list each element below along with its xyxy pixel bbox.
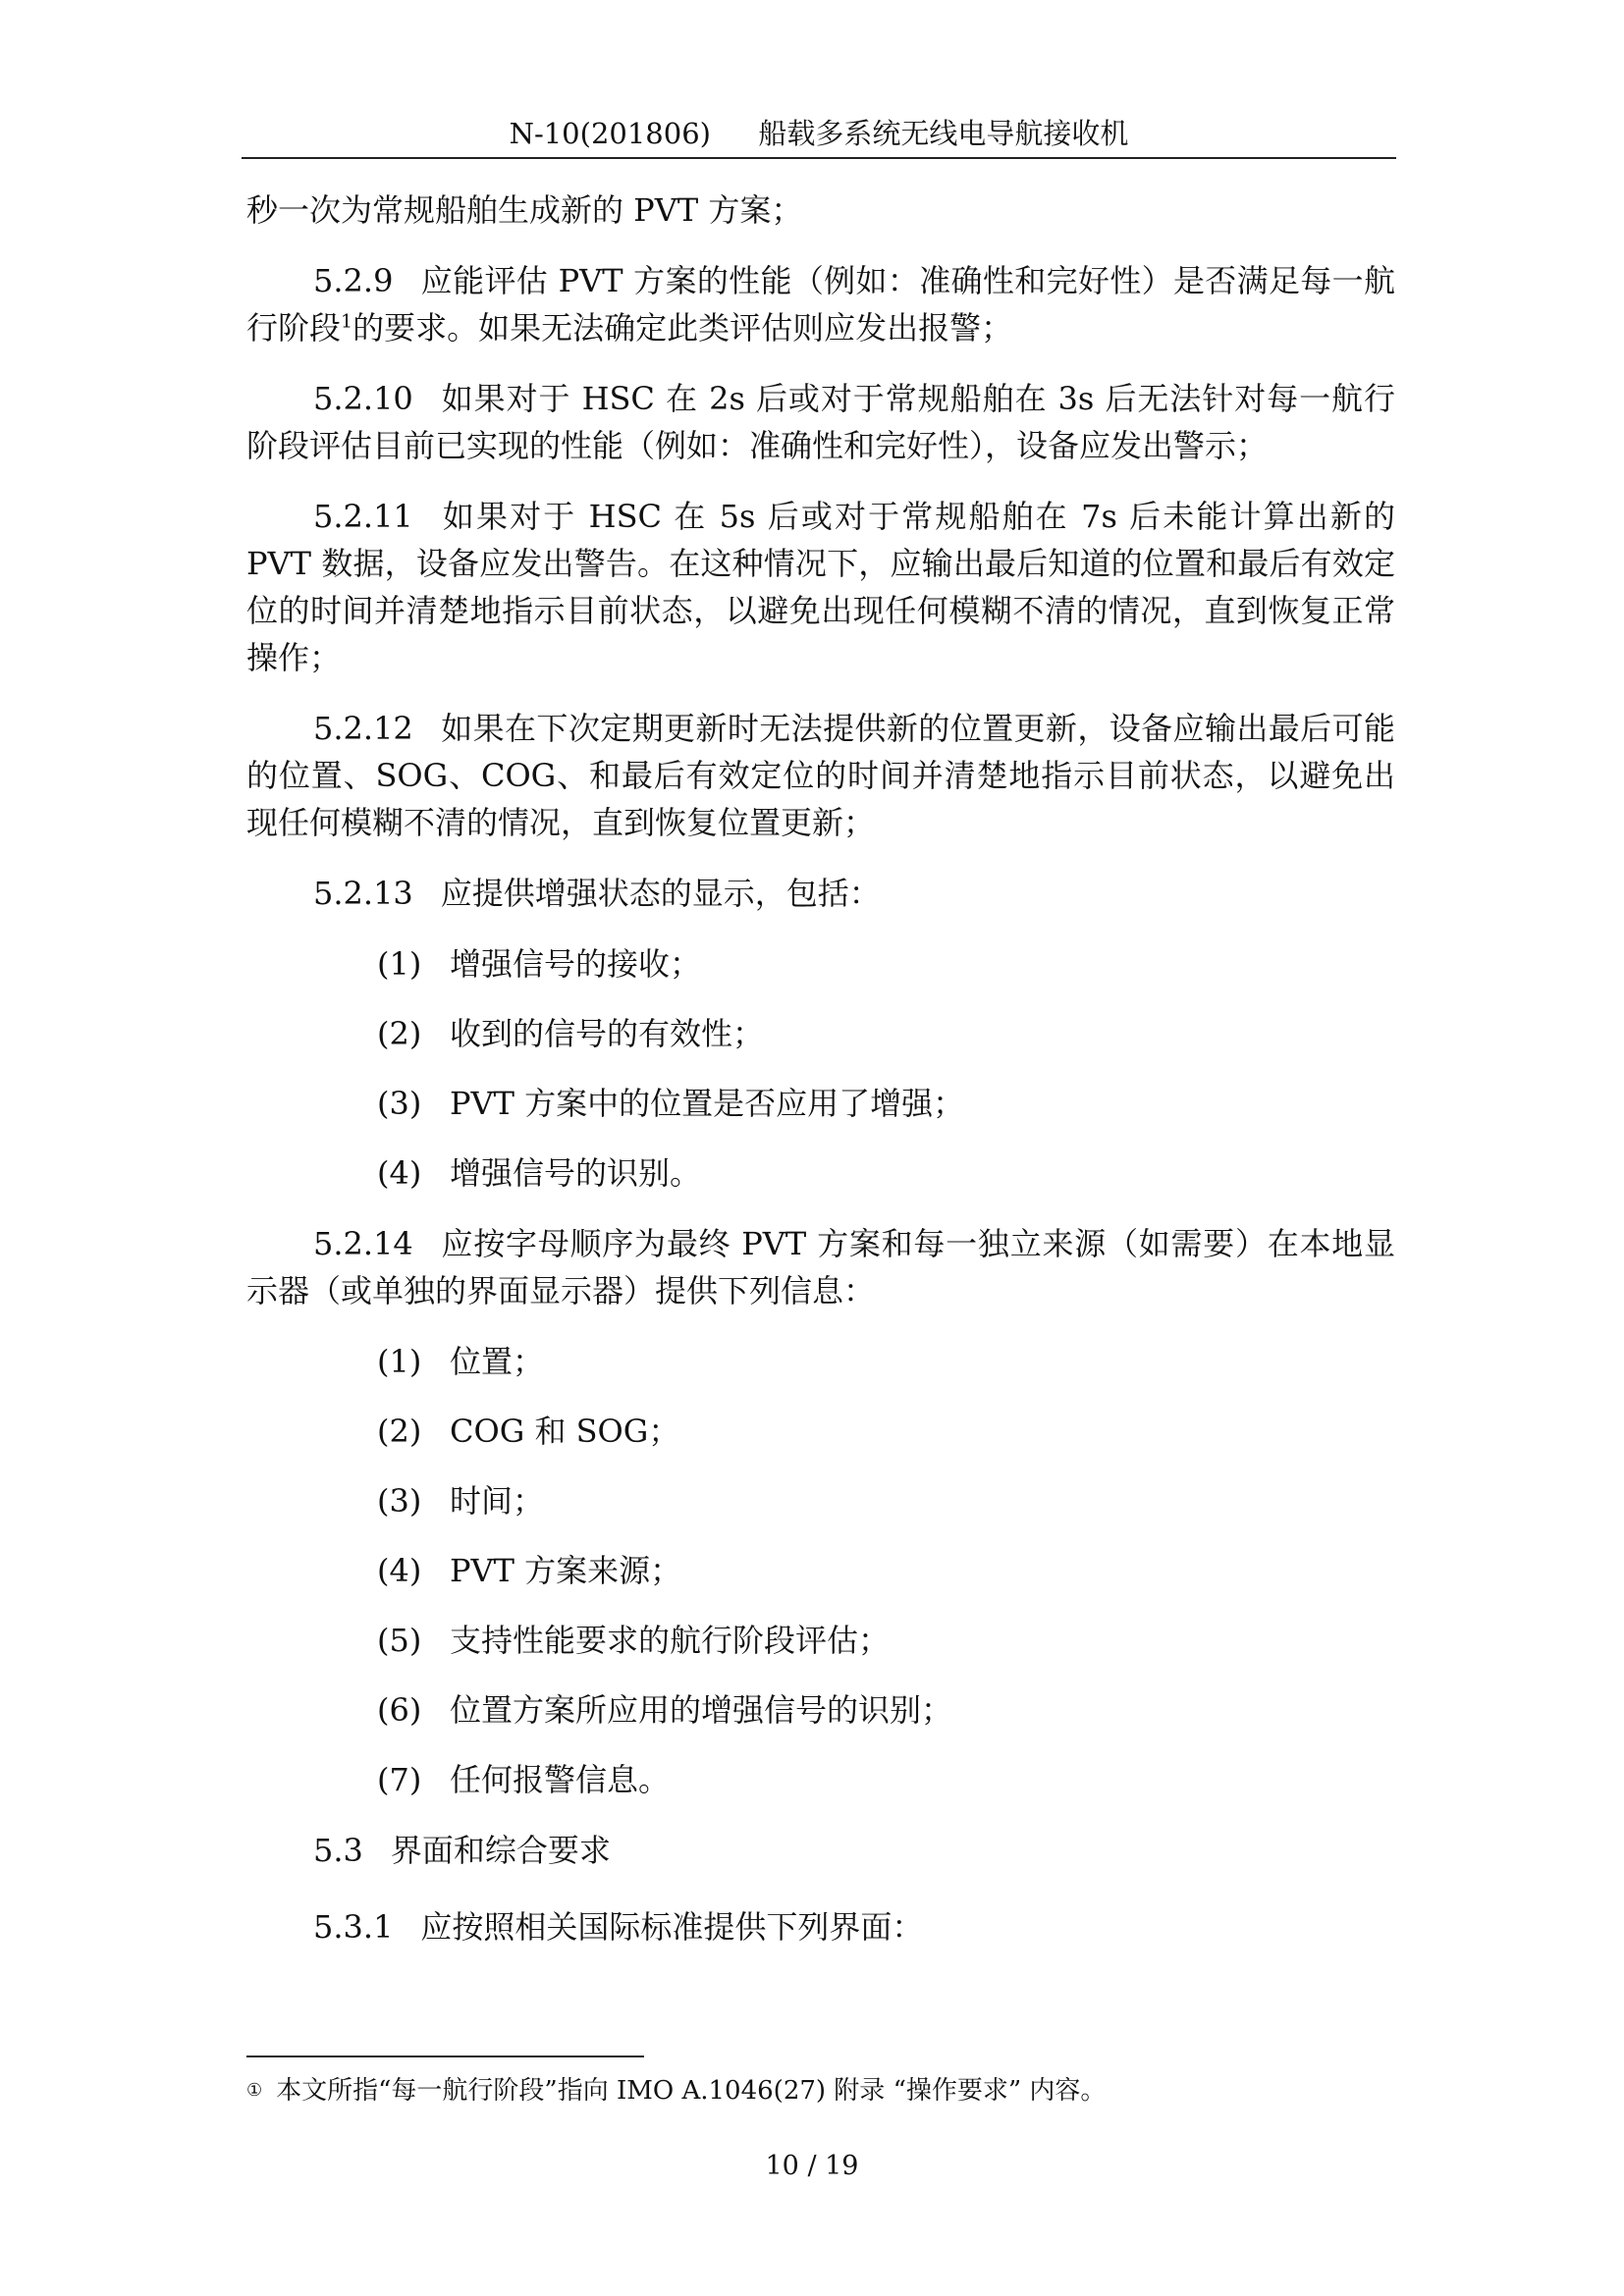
clause-text: 应按字母顺序为最终 PVT 方案和每一独立来源（如需要）在本地显示器（或单独的界面显示器）提供下列信息：: [246, 1225, 1395, 1309]
list-item-text: 时间；: [450, 1482, 545, 1520]
list-item-number: (3): [377, 1085, 422, 1122]
clause-number: 5.2.12: [313, 710, 413, 747]
clause-5-2-12: [246, 705, 1395, 846]
list-item-number: (2): [377, 1413, 422, 1450]
clause-text: 应按照相关国际标准提供下列界面：: [420, 1908, 924, 1946]
list-item-number: (2): [377, 1015, 422, 1052]
list-item: [377, 1338, 1395, 1385]
clause-text: 如果对于 HSC 在 2s 后或对于常规船舶在 3s 后无法针对每一航行阶段评估目前已实现的性能（例如：准确性和完好性），设备应发出警示；: [246, 380, 1395, 464]
clause-5-2-13: [246, 870, 1395, 917]
clause-number: 5.2.14: [313, 1225, 413, 1262]
clause-number: 5.3.1: [313, 1908, 394, 1946]
list-item-number: (4): [377, 1552, 422, 1589]
list-item-text: PVT 方案来源；: [450, 1552, 682, 1589]
list-item: [377, 1080, 1395, 1127]
clause-text: 应提供增强状态的显示，包括：: [440, 875, 881, 912]
list-item-text: PVT 方案中的位置是否应用了增强；: [450, 1085, 965, 1122]
clause-5-3-1: [246, 1903, 1395, 1950]
clause-text: 应能评估 PVT 方案的性能（例如：准确性和完好性）是否满足每一航行阶段: [246, 262, 1395, 347]
footnote-mark: ①: [246, 2080, 263, 2101]
footnote-separator: [246, 2056, 644, 2057]
page-header: [242, 114, 1396, 159]
list-item: [377, 1756, 1395, 1803]
clause-number: 5.2.9: [313, 262, 394, 299]
list-item: [377, 1010, 1395, 1057]
clause-number: 5.2.11: [313, 498, 413, 535]
paragraph-continuation: 秒一次为常规船舶生成新的 PVT 方案；: [246, 191, 803, 229]
section-number: 5.3: [313, 1832, 363, 1869]
list-item-text: 收到的信号的有效性；: [450, 1015, 765, 1052]
clause-number: 5.2.13: [313, 875, 413, 912]
list-item-number: (1): [377, 945, 422, 983]
list-item: [377, 1477, 1395, 1524]
list-item: [377, 1149, 1395, 1197]
list-item: [377, 1617, 1395, 1664]
list-item-number: (1): [377, 1343, 422, 1380]
list-item-number: (6): [377, 1691, 422, 1729]
clause-5-2-14: [246, 1220, 1395, 1314]
list-item-text: 位置；: [450, 1343, 545, 1380]
section-title: 界面和综合要求: [390, 1832, 611, 1869]
list-item-text: 位置方案所应用的增强信号的识别；: [450, 1691, 953, 1729]
clause-5-2-11: [246, 493, 1395, 681]
clause-5-2-9: [246, 257, 1395, 351]
clause-5-2-10: [246, 375, 1395, 469]
page-body: [246, 187, 1395, 1974]
list-item-text: COG 和 SOG；: [450, 1413, 680, 1450]
list-item-number: (4): [377, 1154, 422, 1192]
section-heading-5-3: [313, 1827, 1395, 1874]
list-item-number: (3): [377, 1482, 422, 1520]
list-item-text: 任何报警信息。: [450, 1761, 671, 1798]
list-item: [377, 1686, 1395, 1734]
document-title: 船载多系统无线电导航接收机: [758, 117, 1129, 150]
list-item-number: (7): [377, 1761, 422, 1798]
clause-text: 如果在下次定期更新时无法提供新的位置更新，设备应输出最后可能的位置、SOG、COG、和最后有效定位的时间并清楚地指示目前状态，以避免出现任何模糊不清的情况，直到恢复位置更新；: [246, 710, 1395, 841]
list-item-number: (5): [377, 1622, 422, 1659]
page-number: 10 / 19: [765, 2151, 859, 2181]
list-item-text: 增强信号的接收；: [450, 945, 702, 983]
clause-text: 如果对于 HSC 在 5s 后或对于常规船舶在 7s 后未能计算出新的 PVT 数据，设备应发出警告。在这种情况下，应输出最后知道的位置和最后有效定位的时间并清楚地指示目前状态，以避免出现任何模糊不清的情况，直到恢复正常操作；: [246, 498, 1395, 676]
footnote-text: 本文所指“每一航行阶段”指向 IMO A.1046(27) 附录 “操作要求” 内容。: [276, 2076, 1107, 2106]
list-item: [377, 940, 1395, 988]
list-item-text: 增强信号的识别。: [450, 1154, 702, 1192]
list-item: [377, 1408, 1395, 1455]
clause-text-continued: 的要求。如果无法确定此类评估则应发出报警；: [352, 309, 1013, 347]
document-code: N-10(201806): [509, 117, 711, 150]
list-item-text: 支持性能要求的航行阶段评估；: [450, 1622, 891, 1659]
footnote: [246, 2071, 1395, 2110]
list-item: [377, 1547, 1395, 1594]
clause-number: 5.2.10: [313, 380, 413, 417]
footnote-reference: 1: [341, 310, 353, 333]
